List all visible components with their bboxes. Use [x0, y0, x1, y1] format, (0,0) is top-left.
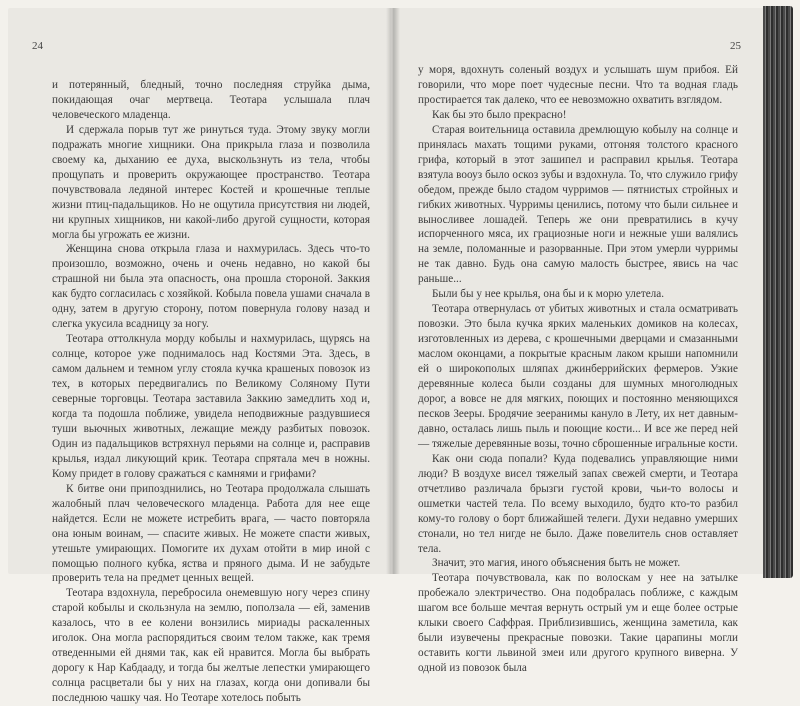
paragraph: Как бы это было прекрасно! — [432, 108, 567, 121]
left-page-text — [52, 78, 370, 706]
paragraph: Теотара почувствовала, как по волоскам у нее на затылке пробежало электричество. Она подобралась поближе, с каждым шагом все больше мечтая вернуть острый ум и еще более острые клыки своего Саффрая. Приблизившись, женщина заметила, как были изувечены прекрасные повозки. Такие царапины могли оставить когти львиной змеи или другого крупного виверна. У одной из повозок была — [418, 572, 738, 675]
left-page-number: 24 — [32, 40, 43, 52]
paragraph: Теотара вздохнула, перебросила онемевшую ногу через спину старой кобылы и скользнула на землю, поползала — ей, заменив казалось, что в ее колени вонзились мириады раскаленных иголок. Она могла распорядиться своим телом также, как тремя отведенными ей днями так, как ей нравится. Могла бы выбрать дорогу к Нар Кабдааду, и тогда бы желтые лепестки умирающего солнца расцветали бы у них на глазах, когда они допивали бы последнюю чашку чая. Но Теотаре хотелось побыть — [52, 587, 370, 705]
paragraph: Были бы у нее крылья, она бы и к морю улетела. — [432, 288, 665, 301]
paragraph: К битве они припозднились, но Теотара продолжала слышать жалобный плач человеческого младенца. Работа для нее еще найдется. Если не можете истребить врага, — часто повторяла она юным воинам, — спасите живых. Не можете спасти живых, утешьте умирающих. Помогите их духам отойти в мир иной с помощью полного кубка, яства и пряного дыма. И не забудьте проверить тела на предмет ценных вещей. — [52, 482, 370, 585]
paragraph: И сдержала порыв тут же ринуться туда. Этому звуку могли подражать многие хищники. Она прикрыла глаза и позволила своему ка, дыханию ее духа, выскользнуть из тела, чтобы прощупать и проверить окружающее пространство. Теотара почувствовала ледяной интерес Костей и крошечные теплые жизни птиц-падальщиков. Но не ощутила присутствия ни людей, ни крупных хищников, ни какой-либо другой сущности, которая могла бы угрожать ее жизни. — [52, 123, 370, 241]
paragraph: у моря, вдохнуть соленый воздух и услышать шум прибоя. Ей говорили, что море поет чудесные песни. Что та водная гладь простирается так далеко, что ее невозможно охватить взглядом. — [418, 64, 738, 106]
paragraph: Теотара отвернулась от убитых животных и стала осматривать повозки. Это была кучка ярких маленьких домиков на колесах, изготовленных из дерева, с крошечными дверцами и смазанными маслом оконцами, а покрытые красным лаком крыши напомнили ей о широкополых шляпах джинберрийских фермеров. Узкие деревянные колеса были созданы для шумных многолюдных дорог, а вовсе не для мягких, поющих и постоянно меняющихся песков Зееры. Бродячие зееранимы кануло в Лету, их нет давным-давно, осталась лишь пыль и поющие кости... И все же перед ней — тяжелые деревянные возы, точно сброшенные игральные кости. — [418, 303, 738, 450]
paragraph: и потерянный, бледный, точно последняя струйка дыма, покидающая очаг мертвеца. Теотара услышала плач человеческого младенца. — [52, 79, 370, 121]
paragraph: Значит, это магия, иного объяснения быть не может. — [432, 557, 681, 570]
right-page — [393, 8, 763, 675]
left-page — [8, 8, 391, 705]
right-page-text — [418, 63, 738, 676]
book-spine-gutter — [386, 8, 400, 574]
paragraph: Женщина снова открыла глаза и нахмурилась. Здесь что-то произошло, возможно, очень и очень недавно, но какой бы страшной ни была эта опасность, она прошла стороной. Заккия как будто согласилась с хозяйкой. Кобыла повела ушами сначала в одну, затем в другую сторону, потом повернула голову назад и слегка укусила всадницу за ногу. — [52, 243, 370, 331]
right-page-number: 25 — [730, 40, 741, 52]
paragraph: Теотара оттолкнула морду кобылы и нахмурилась, щурясь на солнце, которое уже поднималось над Костями Эта. Здесь, в самом дальнем и темном углу стояла кучка крашеных повозок из тех, в которых передвигались по Великому Соляному Пути северные торговцы. Теотара заставила Заккию замедлить ход и, когда та подошла поближе, увидела неподвижные раздувшиеся туши вьючных животных, лежащие между разбитых повозок. Один из падальщиков встряхнул перьями на солнце и, расправив крылья, издал ликующий крик. Теотара спрятала меч в ножны. Кому придет в голову сражаться с камнями и грифами? — [52, 333, 370, 480]
paragraph: Старая воительница оставила дремлющую кобылу на солнце и принялась махать тощими руками, отгоняя толстого красного грифа, который в этот зашипел и расправил крылья. Теотара взятула вооуз было оскоз зубы и вздохнула. То, что служило грифу обедом, прежде было стадом чурримов — пятнистых стройных и гибких животных. Чурримы ценились, потому что были сильнее и выносливее лошадей. Теперь же они превратились в кучу испорченного мяса, их грациозные ноги и нежные уши валялись на земле, поломанные и разорванные. При этом умерли чурримы не так давно. Будь она самую малость быстрее, явись на час раньше... — [418, 123, 738, 286]
paragraph: Как они сюда попали? Куда подевались управляющие ними люди? В воздухе висел тяжелый запах свежей смерти, и Теотара отчетливо различала брызги густой крови, чьи-то волосы и ошметки частей тела. По всему выходило, будто кто-то разбил кому-то голову о борт ближайшей телеги. Духи недавно умерших стонали, но тел нигде не было. Даже повелитель снов оставляет тела. — [418, 452, 738, 555]
page-block-edge — [763, 6, 793, 578]
